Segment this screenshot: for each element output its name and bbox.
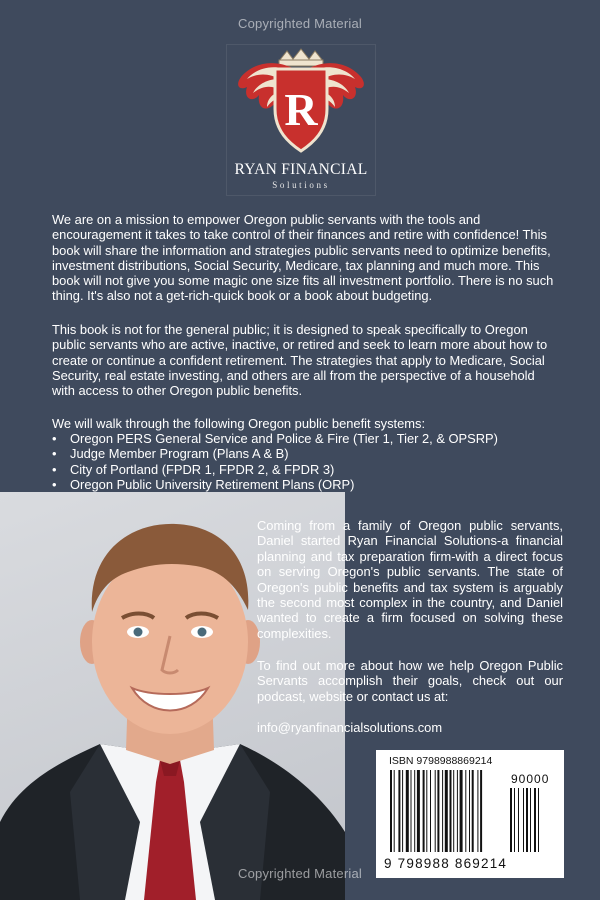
author-bio: Coming from a family of Oregon public servants, Daniel started Ryan Financial Solutions-a financial planning and tax preparation firm-with a direct focus on serving Oregon's public servants. The state of Oregon's public benefits and tax system is arguably the second most complex in the country, and Daniel wanted to create a firm focused on solving these complexities.: [257, 518, 563, 641]
contact-email[interactable]: info@ryanfinancialsolutions.com: [257, 720, 443, 735]
list-item: • Oregon Public University Retirement Plans (ORP): [52, 476, 355, 492]
list-item: • Oregon PERS General Service and Police & Fire (Tier 1, Tier 2, & OPSRP): [52, 431, 498, 446]
watermark-bottom: Copyrighted Material: [238, 866, 362, 881]
price-code: 90000: [511, 772, 550, 786]
brand-initial: R: [284, 84, 318, 135]
list-item: • Judge Member Program (Plans A & B): [52, 446, 289, 462]
benefit-systems-list: [52, 431, 552, 492]
bullet-icon: •: [52, 446, 57, 462]
systems-intro: We will walk through the following Oregon public benefit systems:: [52, 416, 426, 431]
bullet-icon: •: [52, 476, 57, 492]
audience-paragraph: This book is not for the general public; it is designed to speak specifically to Oregon public servants who are active, inactive, or retired and seek to learn more about how to create or continue a confident retirement. The strategies that apply to Medicare, Social Security, real estate investing, and others are all from the perspective of a household with access to other Oregon public benefits.: [52, 322, 548, 399]
isbn-label: ISBN 9798988869214: [389, 755, 493, 767]
list-item: • City of Portland (FPDR 1, FPDR 2, & FPDR 3): [52, 461, 335, 477]
brand-name: RYAN FINANCIAL: [234, 161, 368, 178]
contact-invitation: To find out more about how we help Oregon Public Servants accomplish their goals, check out our podcast, website or contact us at:: [257, 658, 563, 704]
isbn-digits: 9 798988 869214: [384, 856, 508, 871]
crest-icon: [231, 47, 371, 159]
barcode-bars: [386, 770, 556, 856]
bullet-icon: •: [52, 461, 57, 477]
isbn-barcode: [376, 750, 564, 878]
mission-paragraph: We are on a mission to empower Oregon public servants with the tools and encouragement it takes to take control of their finances and retire with confidence! This book will share the information and strategies public servants need to optimize benefits, investment distributions, Social Security, Medicare, tax planning and much more. This book will not give you some magic one size fits all investment portfolio. There is no such thing. It's also not a get-rich-quick book or a book about budgeting.: [52, 212, 554, 304]
brand-logo: [226, 44, 376, 196]
brand-subtitle: Solutions: [272, 180, 330, 190]
bullet-icon: •: [52, 431, 57, 446]
watermark-top: Copyrighted Material: [238, 16, 362, 31]
